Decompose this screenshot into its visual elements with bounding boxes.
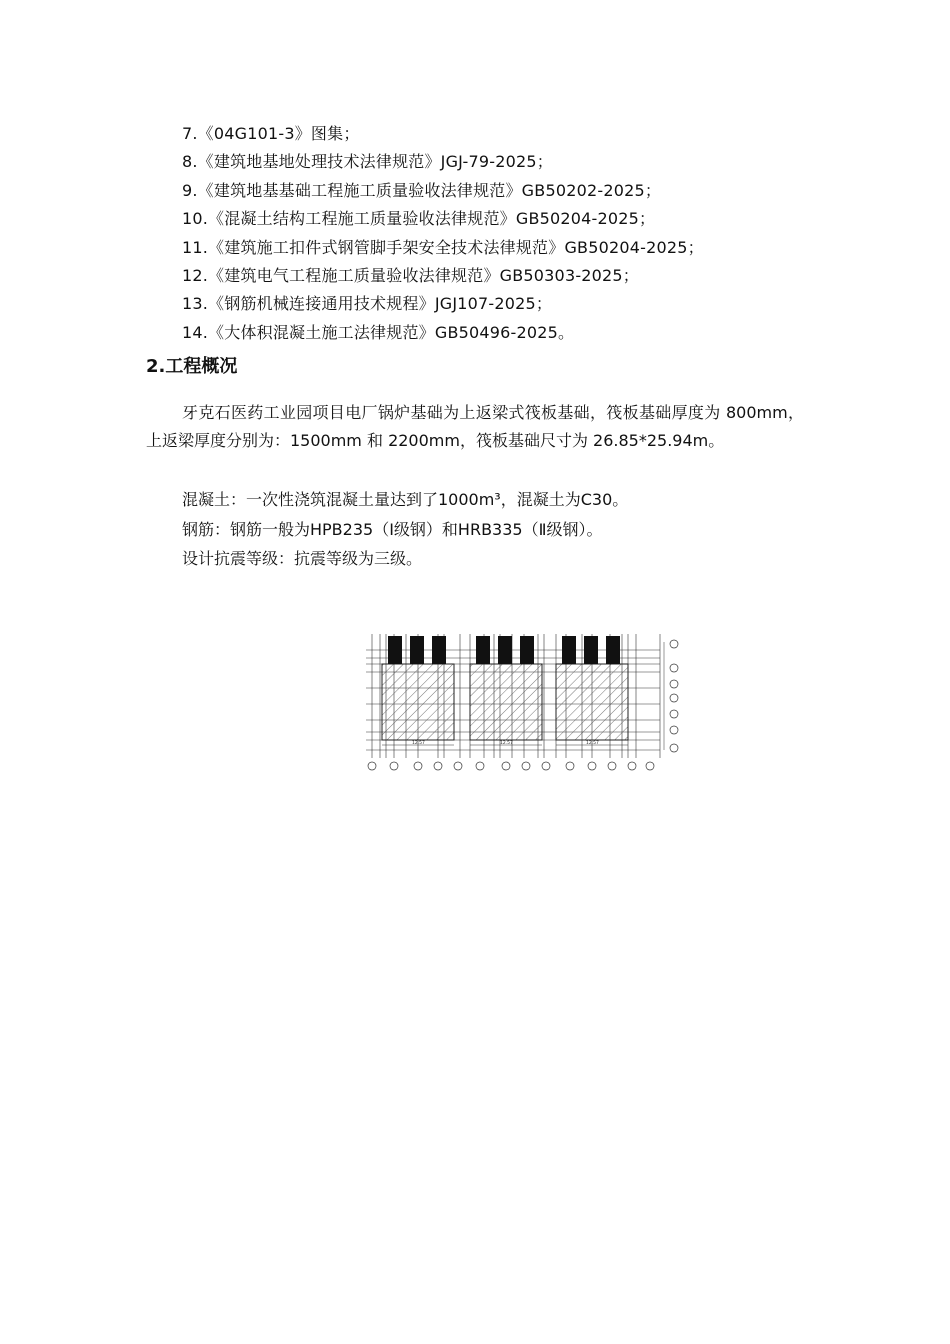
dimension-label: 12.57: [500, 741, 513, 746]
pier-block: [476, 636, 490, 664]
axis-bubble: [434, 762, 442, 770]
axis-bubble: [670, 726, 678, 734]
raft-slab: [470, 664, 542, 740]
axis-bubble: [670, 744, 678, 752]
list-item: 7.《04G101-3》图集；: [182, 124, 360, 143]
axis-bubble: [390, 762, 398, 770]
axis-bubble: [646, 762, 654, 770]
axis-bubble: [670, 680, 678, 688]
axis-bubble: [670, 640, 678, 648]
axis-bubble: [670, 664, 678, 672]
dimension-label: 12.57: [412, 741, 425, 746]
axis-bubble: [588, 762, 596, 770]
raft-slab: [556, 664, 628, 740]
list-item: 9.《建筑地基基础工程施工质量验收法律规范》GB50202-2025；: [182, 180, 662, 200]
list-item: 14.《大体积混凝土施工法律规范》GB50496-2025。: [182, 322, 575, 342]
overview-paragraph: 牙克石医药工业园项目电厂锅炉基础为上返梁式筏板基础，筏板基础厚度为 800mm，上返梁厚度分别为：1500mm 和 2200mm，筏板基础尺寸为 26.85*25.94m。: [146, 403, 804, 450]
axis-bubble: [542, 762, 550, 770]
foundation-plan-drawing: [360, 628, 690, 774]
pier-block: [562, 636, 576, 664]
pier-block: [388, 636, 402, 664]
dimension-label: 12.57: [586, 741, 599, 746]
rebar-paragraph: 钢筋：钢筋一般为HPB235（Ⅰ级钢）和HRB335（Ⅱ级钢）。: [182, 520, 603, 539]
seismic-paragraph: 设计抗震等级：抗震等级为三级。: [182, 549, 423, 568]
concrete-paragraph: 混凝土：一次性浇筑混凝土量达到了1000m³，混凝土为C30。: [182, 490, 629, 509]
axis-bubble: [414, 762, 422, 770]
axis-bubble: [628, 762, 636, 770]
list-item: 13.《钢筋机械连接通用技术规程》JGJ107-2025；: [182, 294, 553, 314]
pier-block: [410, 636, 424, 664]
pier-block: [606, 636, 620, 664]
pier-block: [432, 636, 446, 664]
raft-slab: [382, 664, 454, 740]
list-item: 12.《建筑电气工程施工质量验收法律规范》GB50303-2025；: [182, 266, 640, 286]
axis-bubble: [670, 710, 678, 718]
axis-bubble: [608, 762, 616, 770]
axis-bubble: [566, 762, 574, 770]
axis-bubble: [368, 762, 376, 770]
axis-bubble: [454, 762, 462, 770]
pier-block: [520, 636, 534, 664]
axis-bubble: [476, 762, 484, 770]
pier-block: [498, 636, 512, 664]
list-item: 10.《混凝土结构工程施工质量验收法律规范》GB50204-2025；: [182, 209, 656, 229]
section-heading: 2.工程概况: [146, 356, 238, 377]
list-item: 8.《建筑地基地处理技术法律规范》JGJ-79-2025；: [182, 152, 553, 172]
reference-standards-list: [182, 120, 704, 347]
pier-block: [584, 636, 598, 664]
axis-bubble: [502, 762, 510, 770]
axis-bubble: [522, 762, 530, 770]
axis-bubble: [670, 694, 678, 702]
list-item: 11.《建筑施工扣件式钢管脚手架安全技术法律规范》GB50204-2025；: [182, 237, 704, 257]
